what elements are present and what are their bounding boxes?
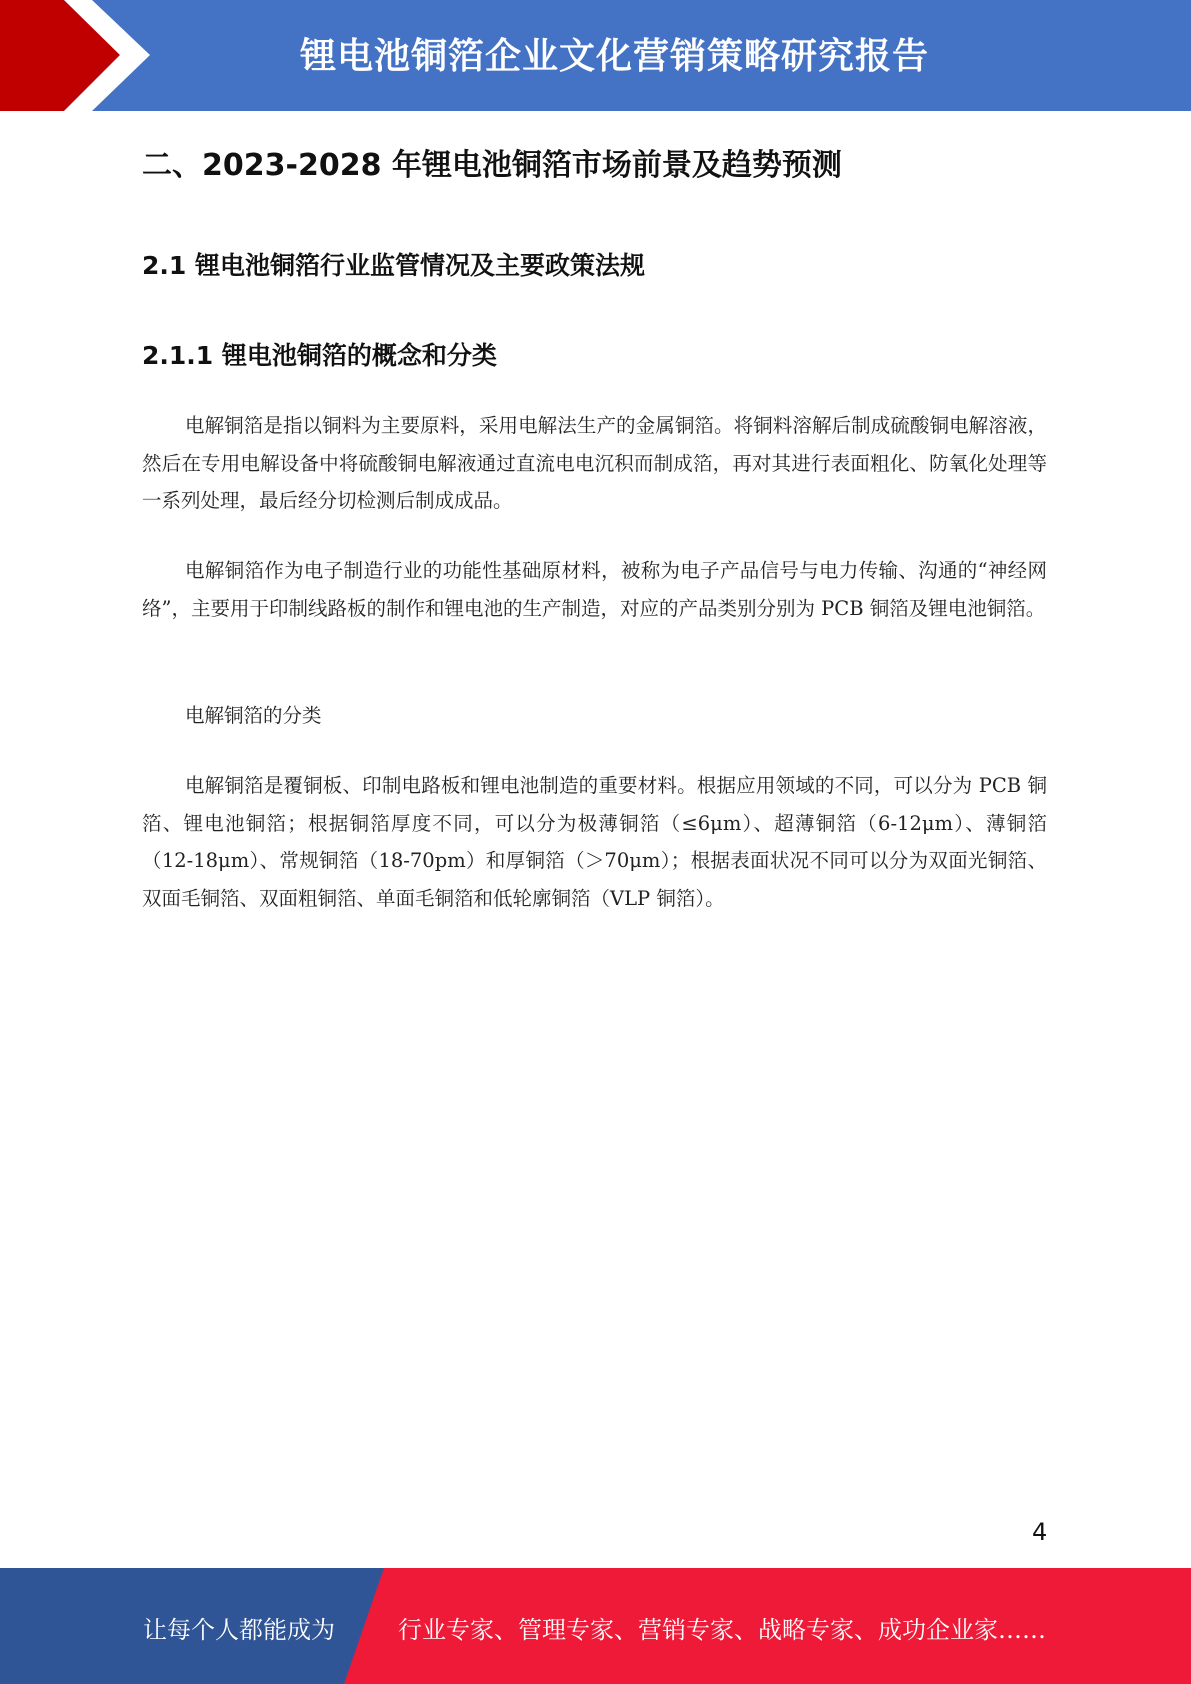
footer-slogan-left: 让每个人都能成为: [143, 1616, 335, 1644]
paragraph-classification: 电解铜箔是覆铜板、印制电路板和锂电池制造的重要材料。根据应用领域的不同，可以分为 PCB 铜箔、锂电池铜箔；根据铜箔厚度不同，可以分为极薄铜箔（≤6μm）、超薄铜箔（6-12μm）、薄铜箔（12-18μm）、常规铜箔（18-70pm）和厚铜箔（＞70μm）；根据表面状况不同可以分为双面光铜箔、双面毛铜箔、双面粗铜箔、单面毛铜箔和低轮廓铜箔（VLP 铜箔）。: [142, 774, 1047, 910]
header-chevron-decoration: [0, 0, 200, 111]
page-footer: [0, 1568, 1191, 1684]
paragraph-definition: 电解铜箔是指以铜料为主要原料，采用电解法生产的金属铜箔。将铜料溶解后制成硫酸铜电解溶液，然后在专用电解设备中将硫酸铜电解液通过直流电电沉积而制成箔，再对其进行表面粗化、防氧化处理等一系列处理，最后经分切检测后制成成品。: [142, 414, 1047, 512]
section-heading: 2.1 锂电池铜箔行业监管情况及主要政策法规: [142, 251, 645, 280]
page-number: 4: [1032, 1518, 1048, 1546]
paragraph-function: 电解铜箔作为电子制造行业的功能性基础原材料，被称为电子产品信号与电力传输、沟通的“神经网络”，主要用于印制线路板的制作和锂电池的生产制造，对应的产品类别分别为 PCB 铜箔及锂电池铜箔。: [142, 559, 1047, 620]
chapter-heading: 二、2023-2028 年锂电池铜箔市场前景及趋势预测: [142, 148, 842, 183]
subsection-heading: 2.1.1 锂电池铜箔的概念和分类: [142, 341, 497, 370]
page-header: [0, 0, 1191, 111]
report-title: 锂电池铜箔企业文化营销策略研究报告: [300, 36, 930, 77]
footer-slogan-right: 行业专家、管理专家、营销专家、战略专家、成功企业家……: [398, 1616, 1046, 1644]
paragraph-classification-heading: 电解铜箔的分类: [185, 704, 322, 727]
